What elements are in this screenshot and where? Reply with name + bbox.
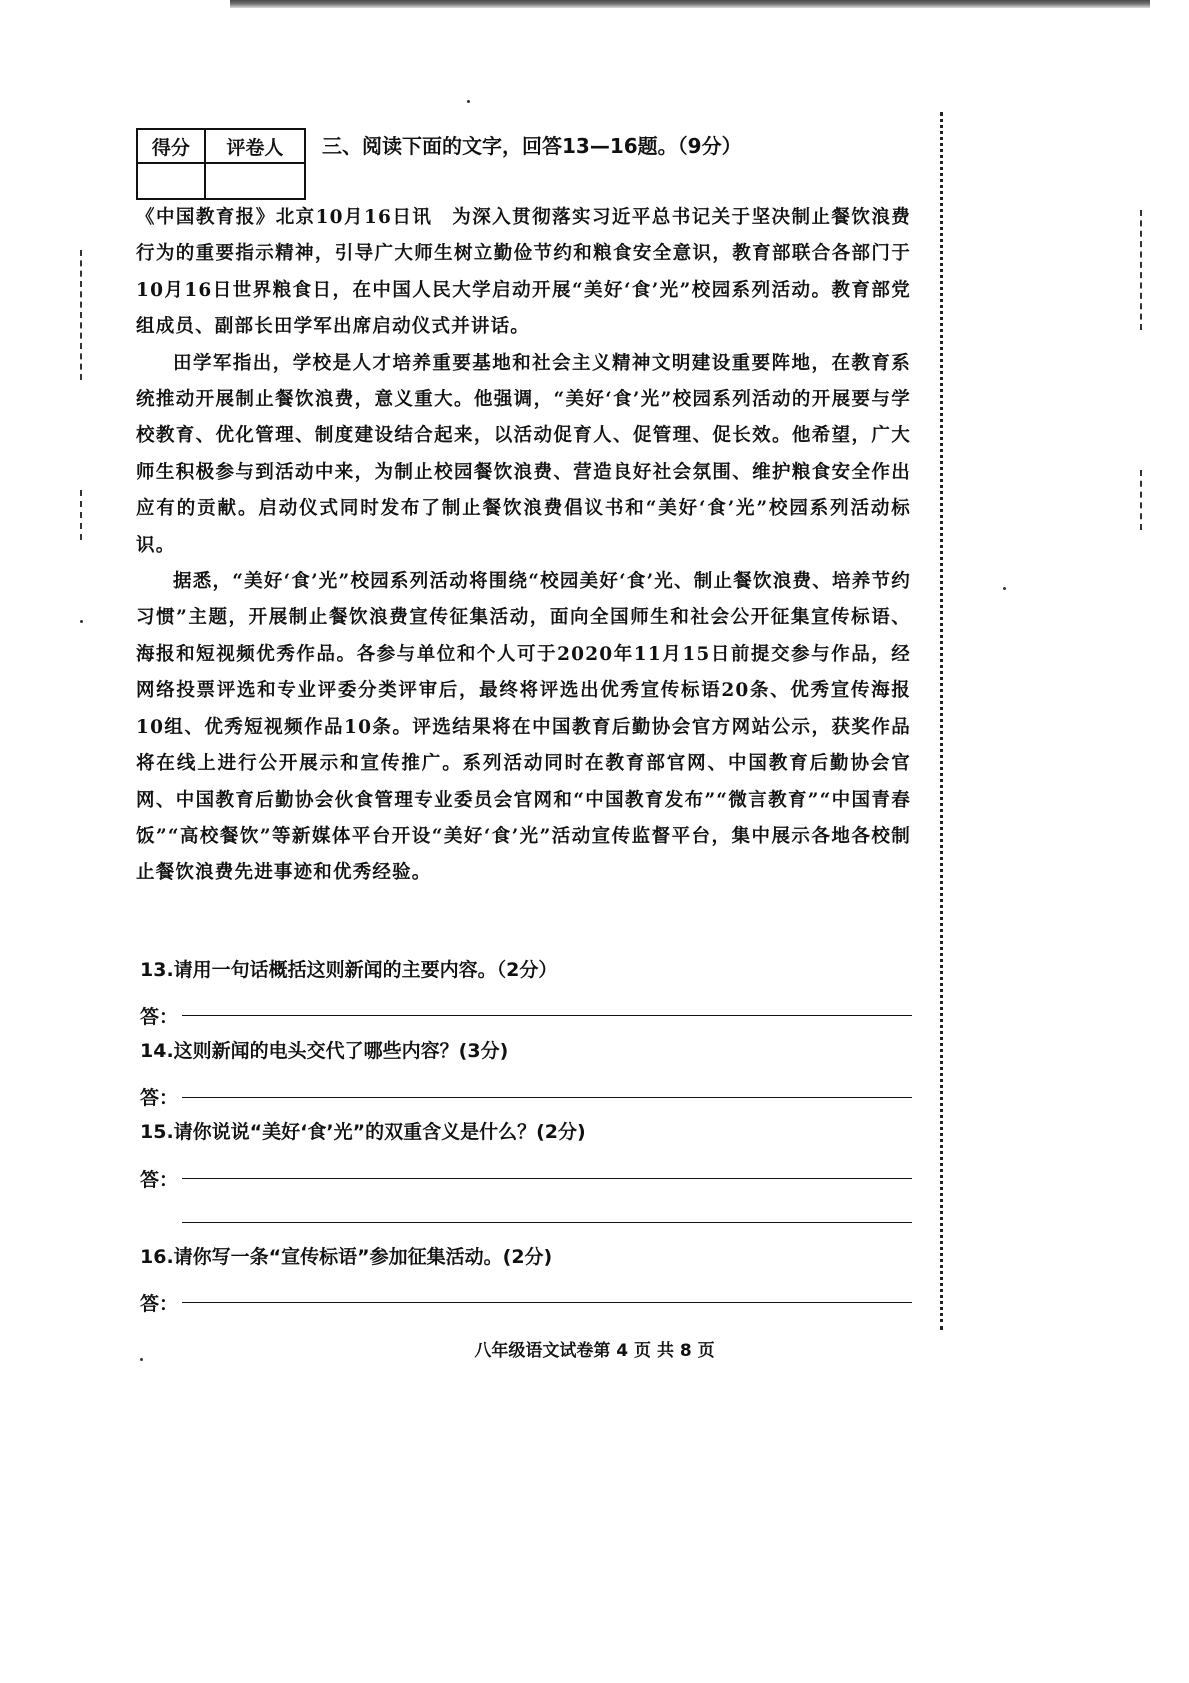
scan-speck <box>1003 587 1006 590</box>
page-footer: 八年级语文试卷第 4 页 共 8 页 <box>474 1341 715 1361</box>
binding-line <box>940 112 943 1330</box>
answer-label-16: 答： <box>140 1293 179 1315</box>
question-16: 16.请你写一条“宣传标语”参加征集活动。(2分) <box>140 1246 553 1268</box>
margin-mark-right-1 <box>1140 210 1142 330</box>
score-box <box>136 128 306 200</box>
section-title: 三、阅读下面的文字，回答13—16题。（9分） <box>322 134 742 158</box>
score-label: 得分 <box>137 129 205 163</box>
answer-line-13[interactable] <box>182 1015 912 1016</box>
grader-label: 评卷人 <box>205 129 305 163</box>
question-13: 13.请用一句话概括这则新闻的主要内容。（2分） <box>140 959 558 981</box>
scan-speck <box>467 100 470 103</box>
news-article <box>136 200 911 892</box>
article-paragraph-3: 据悉，“美好‘食’光”校园系列活动将围绕“校园美好‘食’光、制止餐饮浪费、培养节约习惯”主题，开展制止餐饮浪费宣传征集活动，面向全国师生和社会公开征集宣传标语、海报和短视频优秀作品。各参与单位和个人可于2020年11月15日前提交参与作品，经网络投票评选和专业评委分类评审后，最终将评选出优秀宣传标语20条、优秀宣传海报10组、优秀短视频作品10条。评选结果将在中国教育后勤协会官方网站公示，获奖作品将在线上进行公开展示和宣传推广。系列活动同时在教育部官网、中国教育后勤协会官网、中国教育后勤协会伙食管理专业委员会官网和“中国教育发布”“微言教育”“中国青春饭”“高校餐饮”等新媒体平台开设“美好‘食’光”活动宣传监督平台，集中展示各地各校制止餐饮浪费先进事迹和优秀经验。 <box>136 571 911 884</box>
answer-line-14[interactable] <box>182 1097 912 1098</box>
answer-line-16[interactable] <box>182 1302 912 1303</box>
answer-label-13: 答： <box>140 1006 179 1028</box>
grader-field[interactable] <box>205 163 305 199</box>
article-paragraph-2: 田学军指出，学校是人才培养重要基地和社会主义精神文明建设重要阵地，在教育系统推动开展制止餐饮浪费，意义重大。他强调，“美好‘食’光”校园系列活动的开展要与学校教育、优化管理、制度建设结合起来，以活动促育人、促管理、促长效。他希望，广大师生积极参与到活动中来，为制止校园餐饮浪费、营造良好社会氛围、维护粮食安全作出应有的贡献。启动仪式同时发布了制止餐饮浪费倡议书和“美好‘食’光”校园系列活动标识。 <box>136 352 911 556</box>
answer-label-15: 答： <box>140 1169 179 1191</box>
question-14: 14.这则新闻的电头交代了哪些内容？(3分) <box>140 1040 509 1062</box>
margin-mark-left-2 <box>80 490 82 540</box>
answer-label-14: 答： <box>140 1087 179 1109</box>
score-field[interactable] <box>137 163 205 199</box>
scan-top-edge <box>230 0 1150 8</box>
margin-mark-left-1 <box>80 250 82 380</box>
answer-line-15-second[interactable] <box>182 1222 912 1223</box>
article-paragraph-1: 《中国教育报》北京10月16日讯 为深入贯彻落实习近平总书记关于坚决制止餐饮浪费行为的重要指示精神，引导广大师生树立勤俭节约和粮食安全意识，教育部联合各部门于10月16日世界粮食日，在中国人民大学启动开展“美好‘食’光”校园系列活动。教育部党组成员、副部长田学军出席启动仪式并讲话。 <box>136 207 911 338</box>
margin-mark-right-2 <box>1140 470 1142 530</box>
scan-speck <box>80 620 83 623</box>
question-15: 15.请你说说“美好‘食’光”的双重含义是什么？(2分) <box>140 1121 586 1143</box>
answer-line-15[interactable] <box>182 1178 912 1179</box>
